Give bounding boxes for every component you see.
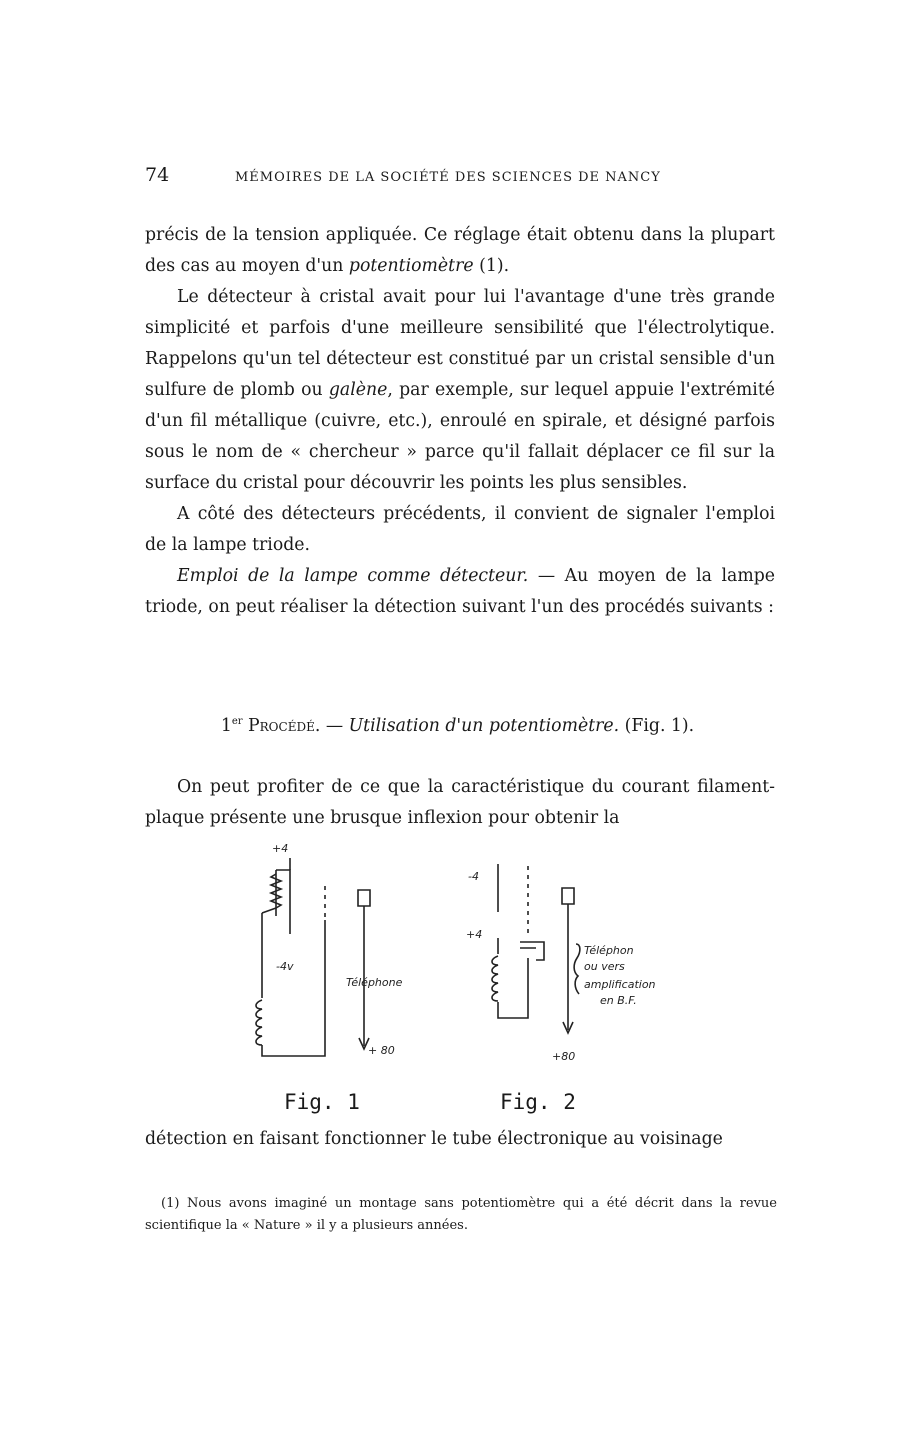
fig2-return-lead: [498, 958, 528, 1018]
fig1-coil: [256, 1000, 262, 1045]
fig2-capacitor: [520, 942, 536, 948]
fig2-label-tel1: Téléphon: [584, 944, 634, 957]
fig2-capacitor-bracket: [536, 942, 544, 960]
footnote-text: (1) Nous avons imaginé un montage sans potentiomètre qui a été décrit dans la revue scientifique la « Nature » il y a plusieurs années.: [145, 1196, 777, 1233]
fig2-label-tel2: ou vers: [584, 960, 625, 973]
body-text-bottom: [145, 1124, 775, 1155]
fig2-telephone-symbol: [562, 888, 574, 904]
section-heading: 1er Procédé. — Utilisation d'un potentiomètre. (Fig. 1).: [220, 716, 695, 736]
running-title: MÉMOIRES DE LA SOCIÉTÉ DES SCIENCES DE NANCY: [235, 170, 661, 185]
page-number: 74: [145, 164, 170, 186]
fig2-label-tel4: en B.F.: [600, 994, 637, 1007]
circuit-figures: [240, 838, 700, 1078]
fig2-label-tel3: amplification: [584, 978, 656, 991]
fig1-label-telephone: Téléphone: [346, 976, 403, 989]
paragraph-6: détection en faisant fonctionner le tube électronique au voisinage: [145, 1129, 723, 1149]
paragraph-3: A côté des détecteurs précédents, il convient de signaler l'emploi de la lampe triode.: [145, 504, 775, 555]
fig2-label-plus80: +80: [552, 1050, 576, 1063]
body-text-mid: [145, 772, 775, 834]
body-text-top: [145, 220, 775, 623]
fig1-telephone-symbol: [358, 890, 370, 906]
paragraph-1: précis de la tension appliquée. Ce réglage était obtenu dans la plupart des cas au moyen d'un potentiomètre (1).: [145, 225, 775, 276]
paragraph-5: On peut profiter de ce que la caractéristique du courant filament-plaque présente une brusque inflexion pour obtenir la: [145, 777, 775, 828]
footnote: [145, 1193, 777, 1237]
fig2-brace: [574, 944, 580, 994]
fig2-label-plus4: +4: [466, 928, 483, 941]
fig1-plate-lead: [262, 920, 325, 1056]
fig1-slider-arrow: [262, 908, 276, 913]
fig2-label-minus4: -4: [468, 870, 479, 883]
paragraph-4: Emploi de la lampe comme détecteur. — Au moyen de la lampe triode, on peut réaliser la détection suivant l'un des procédés suivants :: [145, 566, 776, 617]
fig1-label-plus4: +4: [272, 842, 289, 855]
fig2-coil: [492, 956, 498, 1001]
fig1-label-minus4: -4v: [276, 960, 294, 973]
fig1-label-plus80: + 80: [368, 1044, 395, 1057]
fig2-caption: Fig. 2: [500, 1090, 576, 1114]
fig1-caption: Fig. 1: [284, 1090, 360, 1114]
fig1-resistor-zigzag: [271, 874, 281, 908]
paragraph-2: Le détecteur à cristal avait pour lui l'avantage d'une très grande simplicité et parfois d'une meilleure sensibilité que l'électrolytique. Rappelons qu'un tel détecteur est constitué par un cristal sensible d'un sulfure de plomb ou galène, par exemple, sur lequel appuie l'extrémité d'un fil métallique (cuivre, etc.), enroulé en spirale, et désigné parfois sous le nom de « chercheur » parce qu'il fallait déplacer ce fil sur la surface du cristal pour découvrir les points les plus sensibles.: [145, 287, 776, 493]
